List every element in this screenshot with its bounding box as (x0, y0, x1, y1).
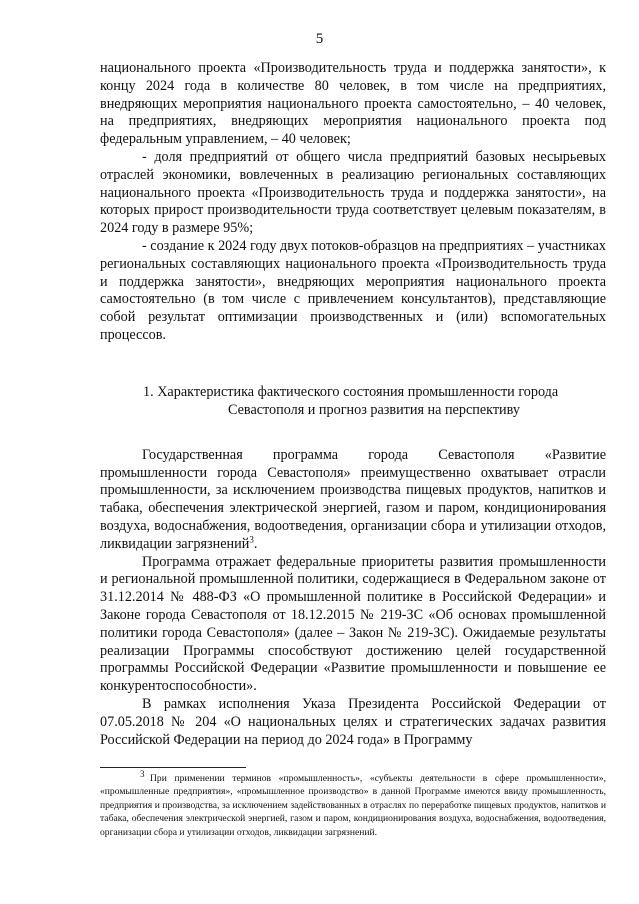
paragraph: Программа отражает федеральные приоритеты развития промышленности и региональной промышленной политики, содержащиеся в Федеральном законе от 31.12.2014 № 488-ФЗ «О промышленной политике в Российской Федерации» и Законе города Севастополя от 18.12.2015 № 219-ЗС «Об основах промышленной политики города Севастополя» (далее – Закон № 219-ЗС). Ожидаемые результаты реализации Программы способствуют достижению целей государственной программы Российской Федерации «Развитие промышленности и повышение ее конкурентоспособности». (100, 553, 606, 695)
page-number: 5 (315, 31, 324, 47)
footnote-mark: 3 (140, 768, 145, 779)
paragraph: В рамках исполнения Указа Президента Российской Федерации от 07.05.2018 № 204 «О национальных целях и стратегических задачах развития Российской Федерации на период до 2024 года» в Программу (100, 695, 606, 748)
footnote-separator (100, 767, 246, 768)
section-heading-line: Севастополя и прогноз развития на перспективу (228, 401, 520, 418)
section-heading (100, 383, 606, 419)
section-heading-line: 1. Характеристика фактического состояния промышленности города (143, 383, 559, 400)
footnote-text: При применении терминов «промышленность», «субъекты деятельности в сфере промышленности», «промышленные предприятия», «промышленное производство» в данной Программе имеются ввиду промышленность, предприятия и производства, за исключением задействованных в отраслях по переработке пищевых продуктов, напитков и табака, обеспечения электрической энергией, газом и паром, кондиционирования воздуха, водоснабжения, водоотведения, организации сбора и утилизации отходов, ликвидации загрязнений. (100, 773, 606, 838)
paragraph: - создание к 2024 году двух потоков-образцов на предприятиях – участниках региональных составляющих национального проекта «Производительность труда и поддержка занятости», внедряющих мероприятия национального проекта самостоятельно (в том числе с привлечением консультантов), представляющие собой результат оптимизации производственных и (или) вспомогательных процессов. (100, 237, 606, 343)
document-body (100, 60, 606, 749)
paragraph: Государственная программа города Севастополя «Развитие промышленности города Севастополя» преимущественно охватывает отрасли промышленности, за исключением производства пищевых продуктов, напитков и табака, обеспечения электрической энергией, газом и паром, кондиционирования воздуха, водоснабжения, водоотведения, организации сбора и утилизации отходов, ликвидации загрязнений$^3$. (100, 446, 606, 552)
paragraph: - доля предприятий от общего числа предприятий базовых несырьевых отраслей экономики, вовлеченных в реализацию региональных составляющих национального проекта «Производительность труда и поддержка занятости», на которых прирост производительности труда соответствует целевым показателям, в 2024 году в размере 95%; (100, 148, 606, 237)
paragraph: национального проекта «Производительность труда и поддержка занятости», к концу 2024 года в количестве 80 человек, в том числе на предприятиях, внедряющих мероприятия национального проекта самостоятельно, – 40 человек, на предприятиях, внедряющих мероприятия национального проекта под федеральным управлением, – 40 человек; (100, 60, 606, 148)
paragraph-text: Государственная программа города Севастополя «Развитие промышленности города Севастополя» преимущественно охватывает отрасли промышленности, за исключением производства пищевых продуктов, напитков и табака, обеспечения электрической энергией, газом и паром, кондиционирования воздуха, водоснабжения, водоотведения, организации сбора и утилизации отходов, ликвидации загрязнений (100, 446, 606, 552)
footnote (100, 768, 606, 839)
footnote-reference[interactable]: 3 (249, 534, 254, 544)
